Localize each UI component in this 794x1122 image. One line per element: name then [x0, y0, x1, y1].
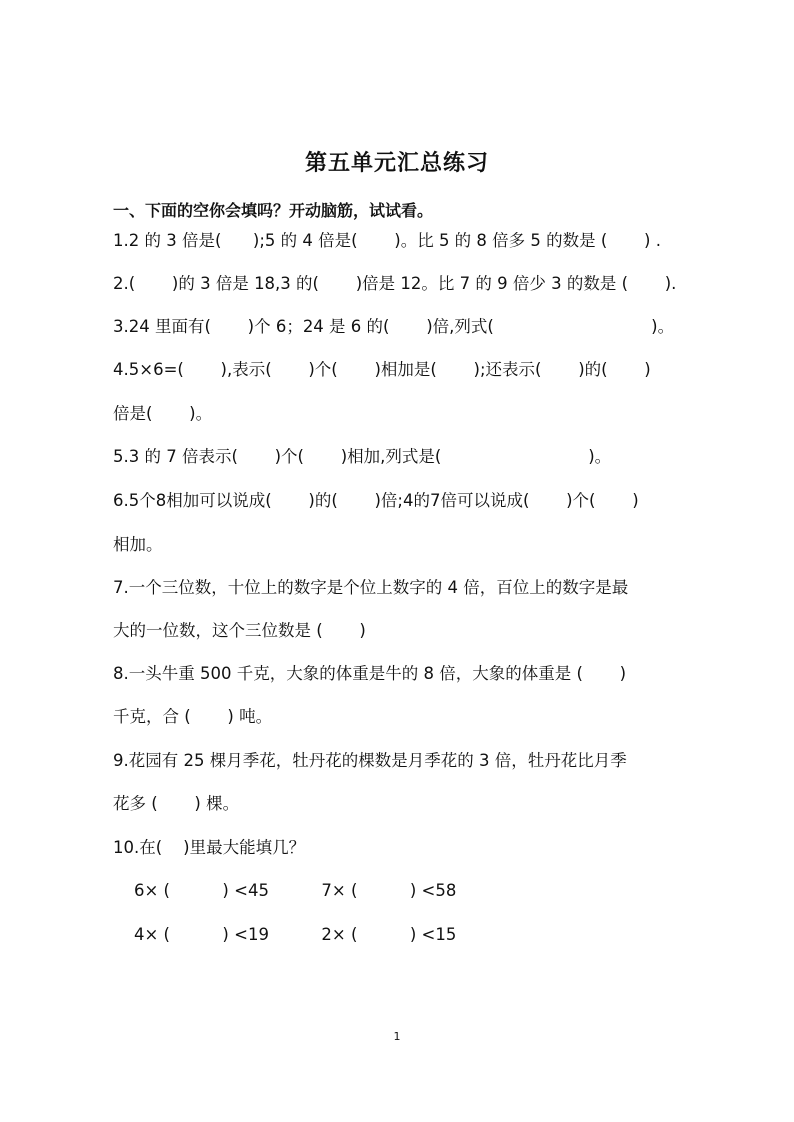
question-8-continued: 千克，合 ( ) 吨。: [113, 707, 273, 726]
question-9: 9.花园有 25 棵月季花，牡丹花的棵数是月季花的 3 倍，牡丹花比月季: [113, 751, 627, 770]
question-1: 1.2 的 3 倍是( );5 的 4 倍是( )。比 5 的 8 倍多 5 的数是 ( ) .: [113, 231, 661, 250]
page-number: 1: [393, 1030, 401, 1043]
question-8: 8.一头牛重 500 千克，大象的体重是牛的 8 倍，大象的体重是 ( ): [113, 664, 627, 683]
question-4: 4.5×6=( ),表示( )个( )相加是( );还表示( )的( ): [113, 360, 651, 379]
question-10-row-2: 4× ( ) <19 2× ( ) <15: [113, 925, 457, 944]
question-9-continued: 花多 ( ) 棵。: [113, 794, 240, 813]
question-7-continued: 大的一位数，这个三位数是 ( ): [113, 621, 366, 640]
question-5: 5.3 的 7 倍表示( )个( )相加,列式是( )。: [113, 447, 612, 466]
question-10: 10.在( )里最大能填几？: [113, 838, 306, 857]
question-3: 3.24 里面有( )个 6；24 是 6 的( )倍,列式( )。: [113, 317, 675, 336]
question-6: 6.5个8相加可以说成( )的( )倍;4的7倍可以说成( )个( ): [113, 491, 639, 510]
question-4-continued: 倍是( )。: [113, 404, 213, 423]
page-title: 第五单元汇总练习: [304, 150, 489, 176]
question-10-row-1: 6× ( ) <45 7× ( ) <58: [113, 881, 457, 900]
question-2: 2.( )的 3 倍是 18,3 的( )倍是 12。比 7 的 9 倍少 3 的数是 ( ).: [113, 274, 677, 293]
question-7: 7.一个三位数，十位上的数字是个位上数字的 4 倍，百位上的数字是最: [113, 578, 629, 597]
question-6-continued: 相加。: [113, 535, 163, 554]
section-heading: 一、下面的空你会填吗？开动脑筋，试试看。: [113, 201, 434, 220]
